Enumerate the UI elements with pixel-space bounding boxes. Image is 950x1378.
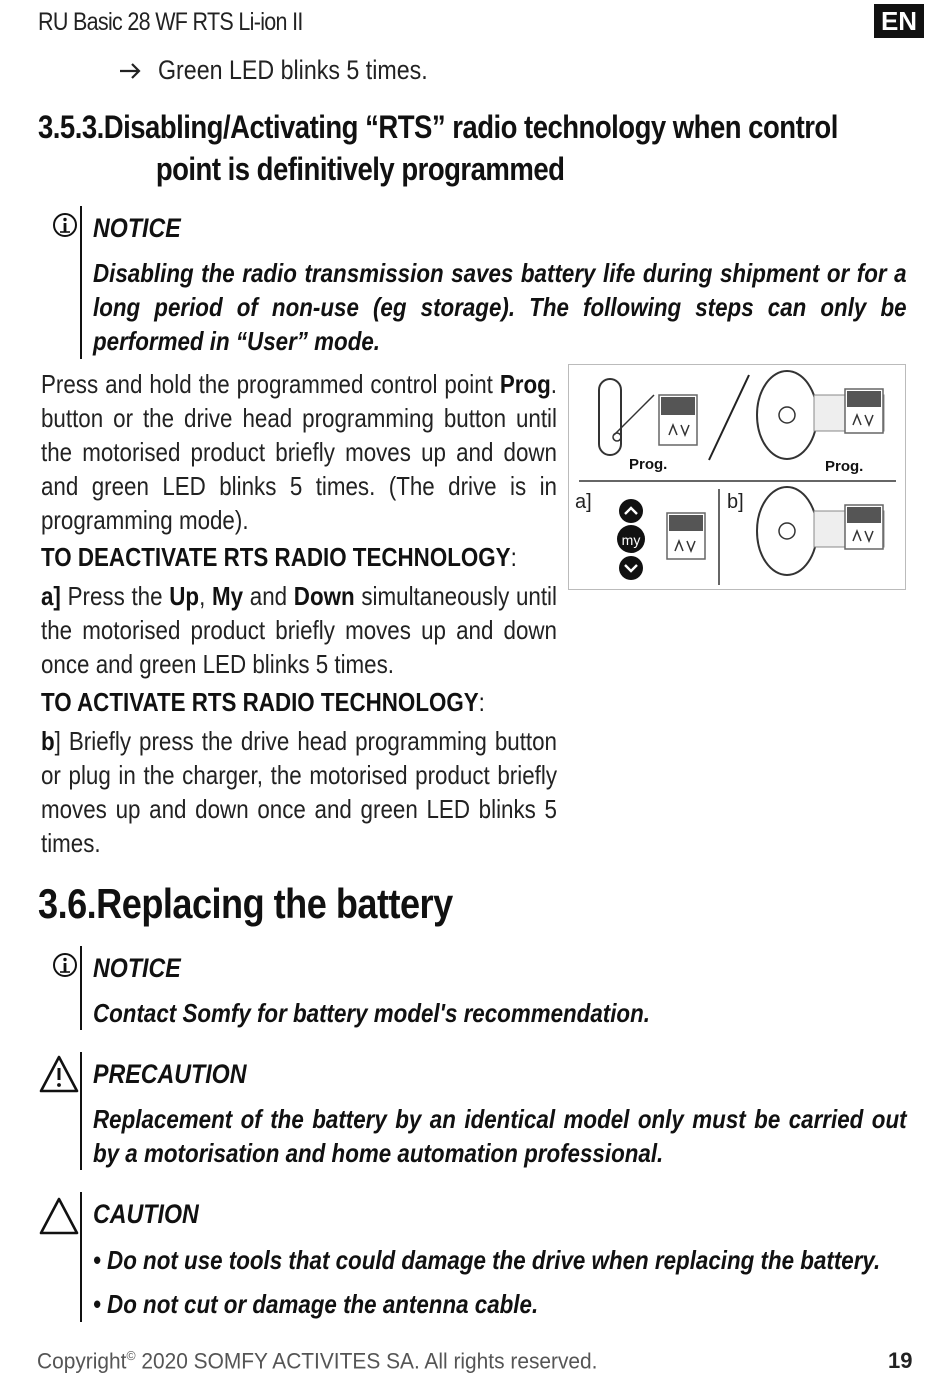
section-heading-line1: 3.5.3.Disabling/Activating “RTS” radio technology when control <box>38 109 838 145</box>
step-a-marker: a] <box>41 581 61 611</box>
page-number: 19 <box>888 1348 913 1373</box>
document-title: RU Basic 28 WF RTS Li-ion II <box>38 8 303 36</box>
activate-paragraph <box>41 724 557 860</box>
shutter-icon-2 <box>845 389 883 433</box>
my-button <box>617 525 645 553</box>
programming-figure <box>568 364 906 590</box>
deactivate-heading-text: TO DEACTIVATE RTS RADIO TECHNOLOGY <box>41 542 511 572</box>
copyright-post: 2020 SOMFY ACTIVITES SA. All rights reserved. <box>135 1348 598 1374</box>
activate-heading-text: TO ACTIVATE RTS RADIO TECHNOLOGY <box>41 687 479 717</box>
shutter-icon-3 <box>667 513 705 559</box>
up-label: Up <box>169 581 200 611</box>
info-icon <box>52 952 78 983</box>
deactivate-colon: : <box>510 542 517 572</box>
arrow-right-icon <box>118 58 144 89</box>
intro-text-1: Press and hold the programmed control point <box>41 369 500 399</box>
precaution-bar <box>80 1052 82 1170</box>
activate-heading <box>41 685 557 719</box>
copyright-pre: Copyright <box>37 1348 127 1374</box>
warning-triangle-icon <box>38 1054 80 1099</box>
prog-label: Prog <box>499 369 551 399</box>
shutter-icon-4 <box>845 505 883 549</box>
down-label: Down <box>293 581 355 611</box>
language-badge: EN <box>874 4 924 38</box>
deactivate-text-3: and <box>243 581 294 611</box>
intro-paragraph <box>41 367 557 537</box>
precaution-title: PRECAUTION <box>93 1059 247 1089</box>
notice-bar <box>80 206 82 359</box>
intro-text-2: . button or the drive head programming button until the motorised product briefly moves up and down and green LED blinks 5 times. (The drive is in programming mode). <box>41 369 557 535</box>
deactivate-paragraph <box>41 579 557 681</box>
notice-title: NOTICE <box>93 213 181 243</box>
activate-text: ] Briefly press the drive head programming button or plug in the charger, the motorised product briefly moves up and down once and green LED blinks 5 times. <box>41 726 557 858</box>
prog-label-right: Prog. <box>825 458 864 475</box>
figure-drawing <box>569 365 904 588</box>
shutter-icon-1 <box>659 395 697 445</box>
activate-colon: : <box>478 687 485 717</box>
chevron-up-icon <box>619 499 643 523</box>
caution-bar <box>80 1192 82 1322</box>
copyright-symbol: © <box>126 1348 136 1363</box>
info-icon <box>52 212 78 243</box>
figure-label-a: a] <box>575 491 592 513</box>
notice-text: Disabling the radio transmission saves battery life during shipment or for a long period of non-use (eg storage). The following steps can only be performed in “User” mode. <box>93 258 907 356</box>
precaution-text: Replacement of the battery by an identical model only must be carried out by a motorisation and home automation professional. <box>93 1104 907 1168</box>
section-heading-line2: point is definitively programmed <box>155 151 565 187</box>
caution-bullet: • Do not use tools that could damage the drive when replacing the battery. <box>93 1245 881 1275</box>
deactivate-text-4: simultaneously until the motorised product briefly moves up and down once and green LED blinks 5 times. <box>41 581 557 679</box>
chevron-down-icon <box>619 556 643 580</box>
my-label: My <box>212 581 244 611</box>
deactivate-text-1: Press the <box>60 581 170 611</box>
remote-drawing <box>599 379 654 455</box>
notice-text: Contact Somfy for battery model's recommendation. <box>93 998 650 1028</box>
deactivate-text-2: , <box>199 581 213 611</box>
caution-title: CAUTION <box>93 1199 199 1229</box>
copyright-text <box>37 1348 597 1374</box>
deactivate-heading <box>41 540 557 574</box>
section-heading-353 <box>38 106 907 190</box>
figure-label-b: b] <box>727 491 744 513</box>
previous-step-text: Green LED blinks 5 times. <box>158 55 428 85</box>
notice-bar <box>80 946 82 1030</box>
caution-bullet: • Do not cut or damage the antenna cable. <box>93 1289 539 1319</box>
svg-text:my: my <box>621 532 641 548</box>
caution-triangle-icon <box>38 1196 80 1241</box>
notice-title: NOTICE <box>93 953 181 983</box>
section-heading-36: 3.6.Replacing the battery <box>38 880 453 927</box>
step-b-marker: b <box>41 726 55 756</box>
prog-label-left: Prog. <box>629 456 668 473</box>
